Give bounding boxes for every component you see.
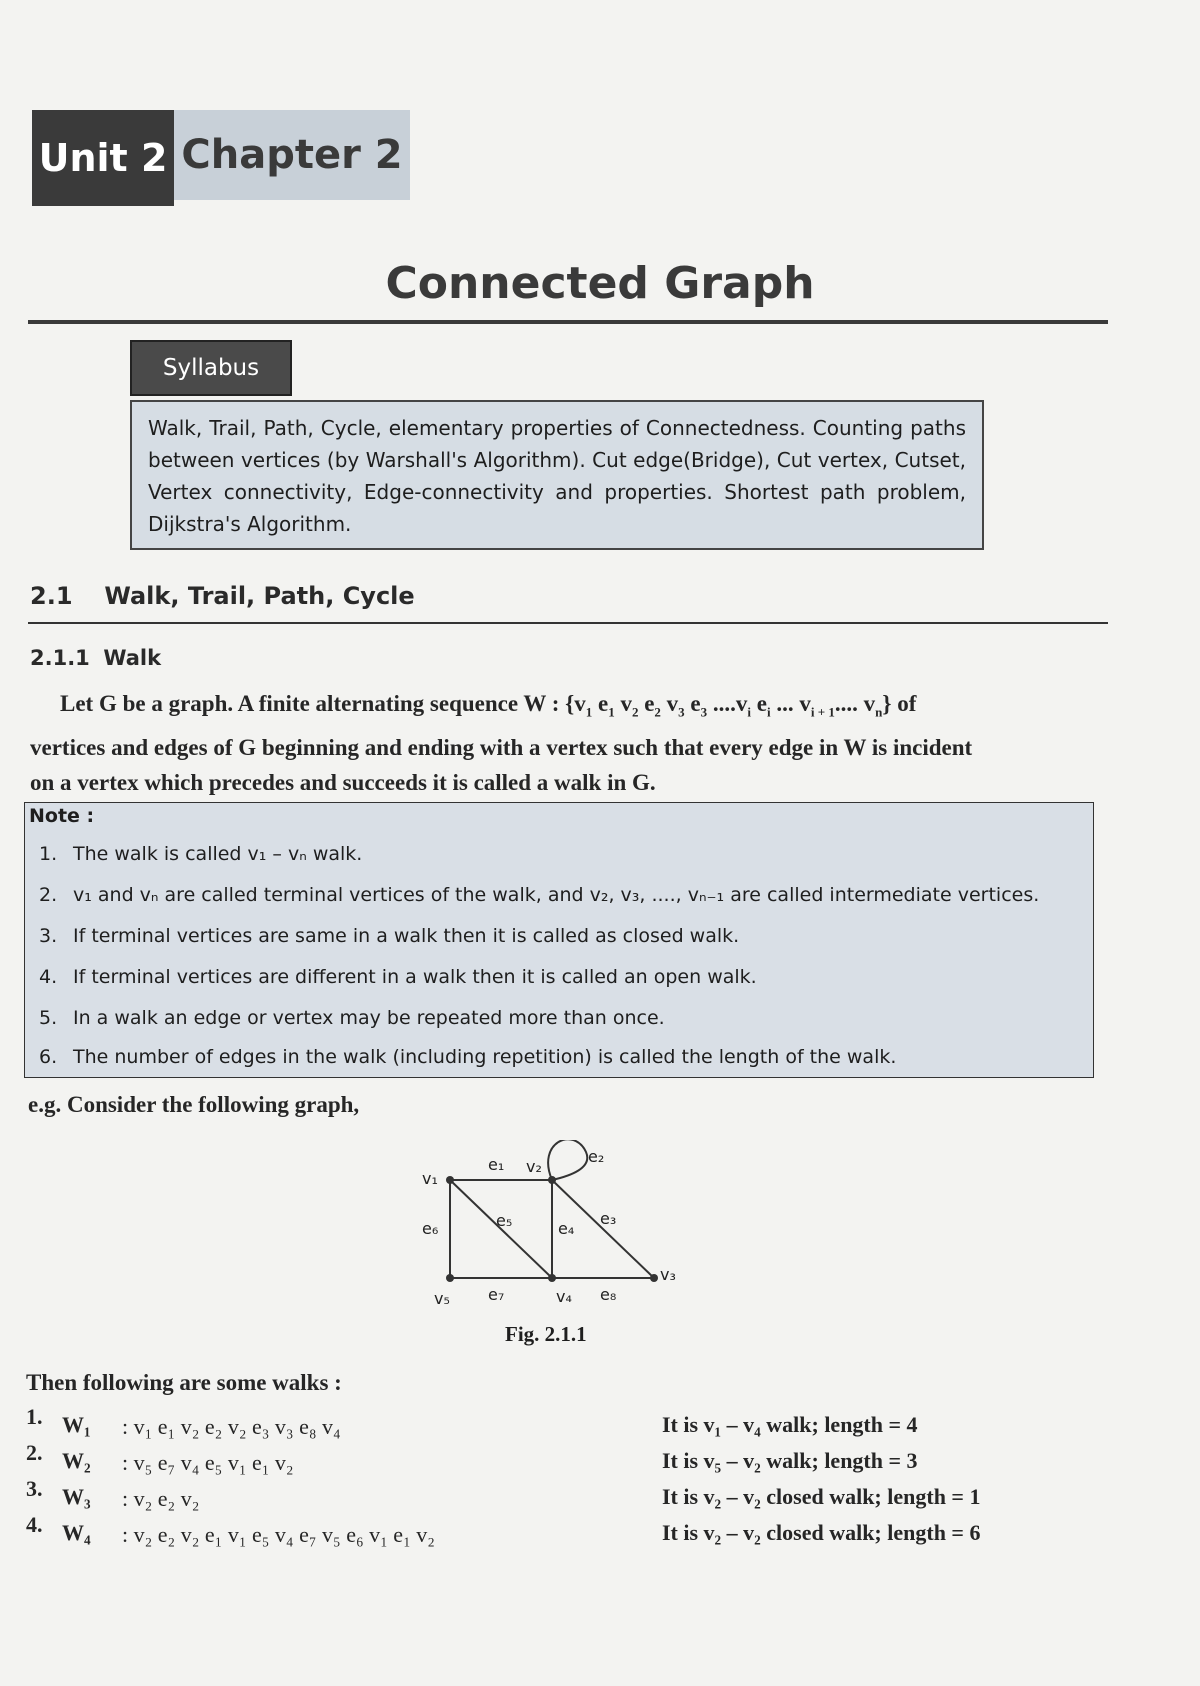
vertex-v4 [548,1274,556,1282]
vertex-v5 [446,1274,454,1282]
walk-name: W₃ [62,1484,91,1509]
walk-row [26,1512,1086,1556]
walk-sequence: : v₁ e₁ v₂ e₂ v₂ e₃ v₃ e₈ v₄ [122,1414,341,1439]
walk-index: 2. [26,1440,43,1465]
edge-e2-loop [548,1140,587,1180]
page-title: Connected Graph [385,258,815,309]
walks-intro: Then following are some walks : [26,1370,342,1395]
label-v5: v₅ [434,1289,450,1308]
walk-definition-line2: vertices and edges of G beginning and ending with a vertex such that every edge in W is incident [30,734,973,760]
syllabus-text: Walk, Trail, Path, Cycle, elementary properties of Connectedness. Counting paths between vertices (by Warshall's Algorithm). Cut edge(Bridge), Cut vertex, Cutset, Vertex connectivity, Edge-connectivity and properties. Shortest path problem, Dijkstra's Algorithm. [130,400,984,550]
note-item: 5. In a walk an edge or vertex may be repeated more than once. [39,1007,665,1029]
subsection-heading [30,646,161,670]
label-v2: v₂ [526,1157,542,1176]
section-divider [28,622,1108,624]
walk-index: 1. [26,1404,43,1429]
label-e2: e₂ [588,1147,605,1166]
note-title: Note : [29,805,95,827]
label-e3: e₃ [600,1209,617,1228]
subsection-title: Walk [103,646,162,670]
walk-definition-tail: of [891,691,917,716]
label-e5: e₅ [496,1211,513,1230]
walk-name: W₂ [62,1448,91,1473]
walk-row [26,1476,1086,1520]
walk-name: W₄ [62,1520,91,1545]
note-item: 2. v₁ and vₙ are called terminal vertices of the walk, and v₂, v₃, ...., vₙ₋₁ are called intermediate vertices. [39,884,1040,906]
figure-caption: Fig. 2.1.1 [505,1322,587,1346]
walk-definition-lead: Let G be a graph. A finite alternating sequence W : {v [60,691,586,716]
chapter-label: Chapter 2 [174,110,410,200]
note-box [24,802,1094,1078]
walk-description: It is v₅ – v₂ walk; length = 3 [662,1448,918,1473]
example-intro: e.g. Consider the following graph, [28,1092,360,1117]
walk-name: W₁ [62,1412,91,1437]
walk-sequence: : v₂ e₂ v₂ e₁ v₁ e₅ v₄ e₇ v₅ e₆ v₁ e₁ v₂ [122,1522,435,1547]
label-e8: e₈ [600,1285,617,1304]
walk-row [26,1404,1086,1448]
label-e7: e₇ [488,1285,505,1304]
note-item: 1. The walk is called v₁ – vₙ walk. [39,843,363,865]
vertex-v3 [650,1274,658,1282]
walk-row [26,1440,1086,1484]
section-heading [30,582,415,610]
walk-description: It is v₂ – v₂ closed walk; length = 1 [662,1484,981,1509]
note-item: 3. If terminal vertices are same in a walk then it is called as closed walk. [39,925,740,947]
note-item: 6. The number of edges in the walk (including repetition) is called the length of the walk. [39,1046,897,1068]
walk-sequence: : v₅ e₇ v₄ e₅ v₁ e₁ v₂ [122,1450,294,1475]
label-e6: e₆ [422,1219,439,1238]
title-divider [28,320,1108,324]
vertex-v1 [446,1176,454,1184]
vertex-v2 [548,1176,556,1184]
subsection-number: 2.1.1 [30,646,90,670]
label-v3: v₃ [660,1265,676,1284]
walk-description: It is v₁ – v₄ walk; length = 4 [662,1412,918,1437]
walk-sequence: : v₂ e₂ v₂ [122,1486,200,1511]
walk-index: 4. [26,1512,43,1537]
walk-index: 3. [26,1476,43,1501]
walk-description: It is v₂ – v₂ closed walk; length = 6 [662,1520,981,1545]
walk-definition: Let G be a graph. A finite alternating sequence W : {$v_1$ $e_1$ $v_2$ $e_2$ $v_3$ $e_3$ $....v_i$ $e_i$ ... $v_{i + 1}$.... $v_n$} of vertices and edges of G beginning and ending with a vertex such that every edge in W is incident on a vertex which precedes and succeeds it is called a walk in G. [30,691,973,795]
walk-definition-line3: on a vertex which precedes and succeeds it is called a walk in G. [30,769,656,795]
label-v4: v₄ [556,1287,572,1306]
label-e4: e₄ [558,1219,575,1238]
label-v1: v₁ [422,1169,438,1188]
section-title: Walk, Trail, Path, Cycle [104,582,415,610]
section-number: 2.1 [30,582,73,610]
syllabus-label: Syllabus [130,340,292,396]
unit-label: Unit 2 [32,110,174,206]
graph-figure [410,1140,690,1320]
note-item: 4. If terminal vertices are different in a walk then it is called an open walk. [39,966,757,988]
label-e1: e₁ [488,1155,505,1174]
